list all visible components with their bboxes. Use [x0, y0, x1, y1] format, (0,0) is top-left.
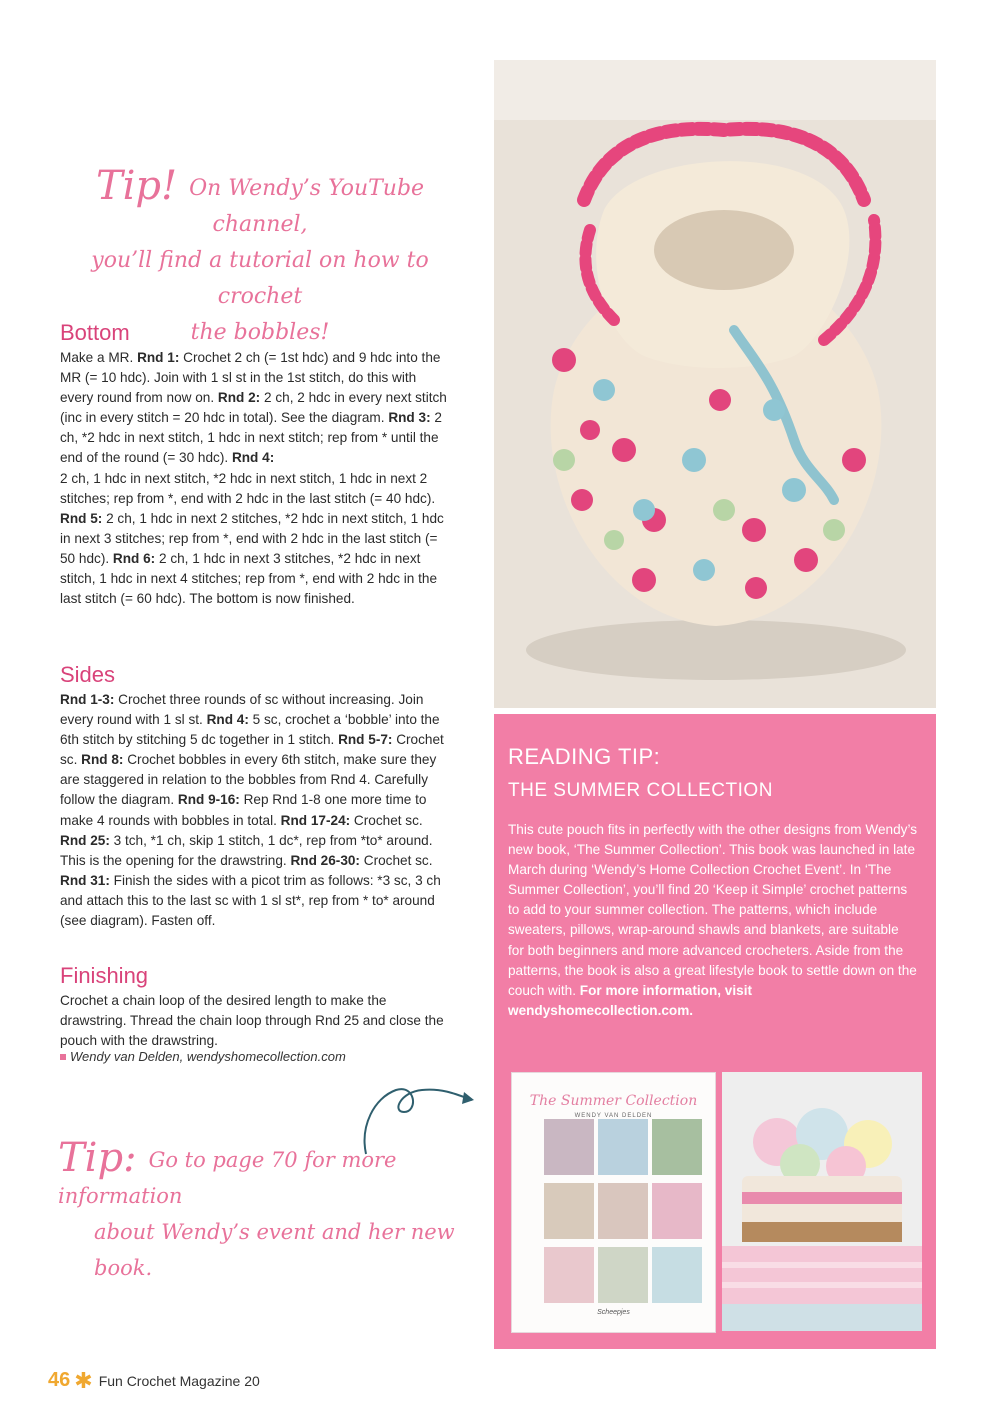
page-footer [48, 1368, 260, 1394]
tip-line-2: about Wendy’s event and her new book. [94, 1220, 455, 1280]
book-title: The Summer Collection [529, 1093, 698, 1109]
magazine-name: Fun Crochet Magazine 20 [98, 1373, 260, 1389]
tip-callout-event [58, 1135, 468, 1286]
crochet-pouch-illustration [494, 60, 936, 708]
credit-text: Wendy van Delden, wendyshomecollection.com [70, 1049, 346, 1064]
designer-credit [60, 1049, 346, 1064]
tip-label: Tip! [95, 163, 178, 209]
section-heading-finishing: Finishing [60, 963, 149, 988]
section-finishing [60, 963, 452, 1051]
section-bottom [60, 320, 452, 609]
book-thumb [652, 1119, 702, 1175]
bullet-square-icon [60, 1054, 66, 1060]
book-thumb [598, 1183, 648, 1239]
sides-instructions: Rnd 1-3: Crochet three rounds of sc without increasing. Join every round with 1 sl st. Rnd 4: 5 sc, crochet a ‘bobble’ into the 6th stitch by stitching 5 dc together in 1 stitch. Rnd 5-7: Crochet sc. Rnd 8: Crochet bobbles in every 6th stitch, make sure they are staggered in relation to the bobbles from Rnd 4. Carefully follow the diagram. Rnd 9-16: Rep Rnd 1-8 one more time to make 4 rounds with bobbles in total. Rnd 17-24: Crochet sc. Rnd 25: 3 tch, *1 ch, skip 1 stitch, 1 dc*, rep from *to* around. This is the opening for the drawstring. Rnd 26-30: Crochet sc. Rnd 31: Finish the sides with a picot trim as follows: *3 sc, 3 ch and attach this to the last sc with 1 sl st*, rep from * to* around (see diagram). Fasten off. [60, 692, 444, 929]
reading-tip-text: This cute pouch fits in perfectly with the other designs from Wendy’s new book, ‘The Summer Collection’. This book was launched in late March during ‘Wendy’s Home Collection Crochet Event’. In ‘The Summer Collection’, you’ll find 20 ‘Keep it Simple’ crochet patterns to add to your summer collection. The patterns, which include sweaters, pillows, wrap-around shawls and blankets, are suitable for both beginners and more advanced crocheters. Aside from the patterns, the book is also a great lifestyle book to settle down on the couch with. [508, 822, 918, 998]
pouch-photo [494, 60, 936, 708]
book-thumb [544, 1119, 594, 1175]
basket-photo [722, 1072, 922, 1331]
book-cover [511, 1072, 716, 1333]
tip-label: Tip: [58, 1135, 137, 1181]
tip-line-1: Go to page 70 for more information [58, 1148, 397, 1208]
finishing-instructions: Crochet a chain loop of the desired length to make the drawstring. Thread the chain loop through Rnd 25 and close the pouch with the drawstring. [60, 993, 444, 1049]
reading-tip-title: READING TIP: [508, 744, 661, 769]
book-thumb [598, 1247, 648, 1303]
tip-line-3: the bobbles! [190, 320, 330, 345]
section-heading-bottom: Bottom [60, 320, 130, 345]
star-icon: ✱ [74, 1368, 93, 1393]
book-thumb [652, 1183, 702, 1239]
reading-tip-link[interactable]: For more information, visit wendyshomecollection.com. [508, 982, 753, 1018]
tip-line-2: you’ll find a tutorial on how to crochet [91, 248, 429, 309]
book-publisher: Scheepjes [597, 1309, 630, 1316]
book-thumb [544, 1247, 594, 1303]
section-sides [60, 662, 452, 931]
book-author: WENDY VAN DELDEN [574, 1113, 653, 1119]
book-thumb [544, 1183, 594, 1239]
reading-tip-body [508, 820, 918, 1021]
tip-line-1: On Wendy’s YouTube channel, [189, 176, 425, 237]
section-heading-sides: Sides [60, 662, 116, 687]
book-thumb [652, 1247, 702, 1303]
yarn-basket-illustration [722, 1072, 922, 1331]
reading-tip-subtitle: THE SUMMER COLLECTION [508, 780, 773, 801]
page-number: 46 [48, 1369, 71, 1391]
book-thumb [598, 1119, 648, 1175]
bottom-instructions: Make a MR. Rnd 1: Crochet 2 ch (= 1st hdc) and 9 hdc into the MR (= 10 hdc). Join with 1 sl st in the 1st stitch, do this with every round from now on. Rnd 2: 2 ch, 2 hdc in every next stitch (inc in every stitch = 20 hdc in total). See the diagram. Rnd 3: 2 ch, *2 hdc in next stitch, 1 hdc in next stitch; rep from * until the end of the round (= 30 hdc). Rnd 4: 2 ch, 1 hdc in next stitch, *2 hdc in next stitch, 1 hdc in next 2 stitches; rep from *, end with 2 hdc in the last stitch (= 40 hdc). Rnd 5: 2 ch, 1 hdc in next 2 stitches, *2 hdc in next stitch, 1 hdc in next 3 stitches; rep from *, end with 2 hdc in the last stitch (= 50 hdc). Rnd 6: 2 ch, 1 hdc in next 3 stitches, *2 hdc in next stitch, 1 hdc in next 4 stitches; rep from *, end with 2 hdc in the last stitch (= 60 hdc). The bottom is now finished. [60, 350, 447, 607]
